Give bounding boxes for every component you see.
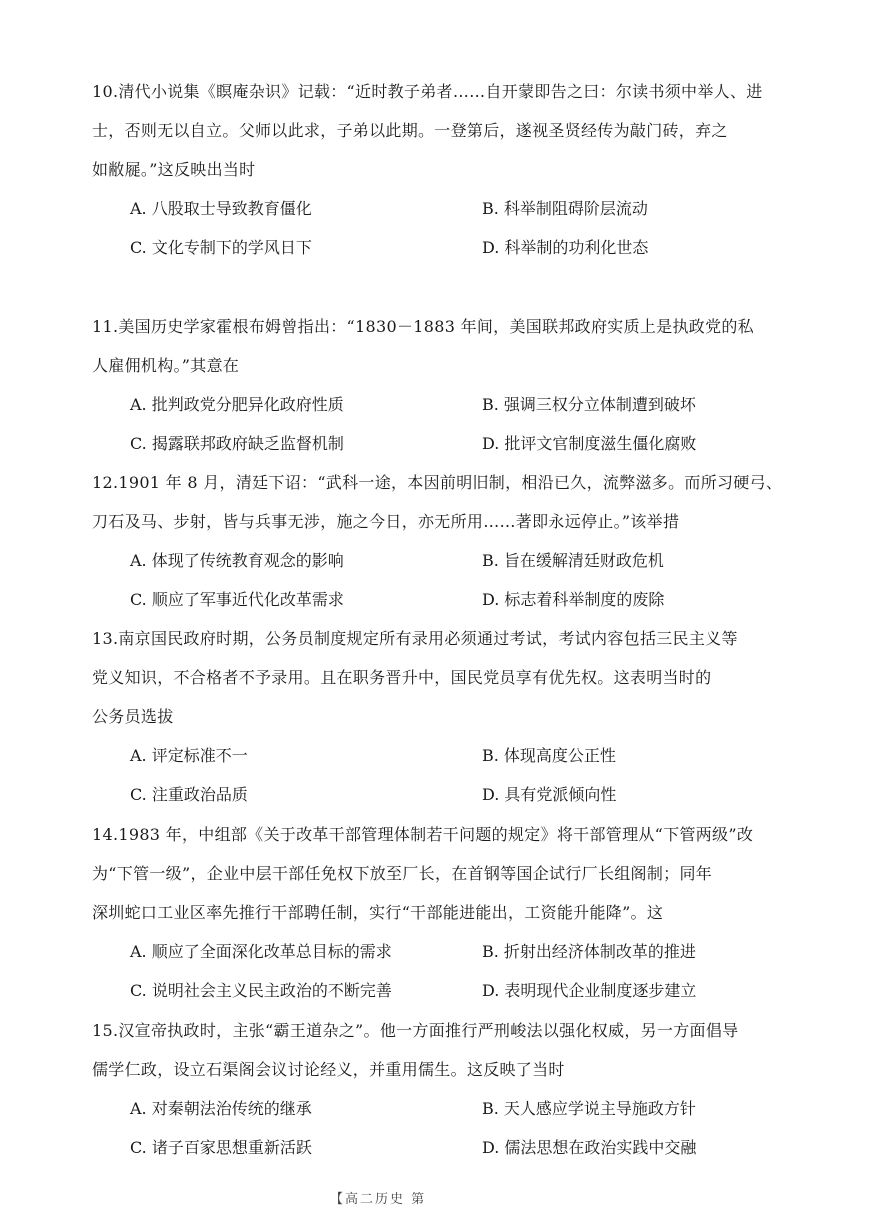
question-stem: 13.南京国民政府时期，公务员制度规定所有录用必须通过考试，考试内容包括三民主义等 bbox=[92, 629, 738, 648]
option-b[interactable]: B. 体现高度公正性 bbox=[482, 746, 616, 765]
question-stem-line: 公务员选拔 bbox=[92, 707, 174, 726]
option-d[interactable]: D. 科举制的功利化世态 bbox=[482, 238, 649, 257]
question-stem: 14.1983 年，中组部《关于改革干部管理体制若干问题的规定》将干部管理从“下管两级”改 bbox=[92, 825, 754, 844]
options bbox=[92, 1089, 792, 1167]
option-d[interactable]: D. 具有党派倾向性 bbox=[482, 785, 617, 804]
option-c[interactable]: C. 诸子百家思想重新活跃 bbox=[130, 1138, 312, 1157]
question-stem: 11.美国历史学家霍根布姆曾指出：“1830－1883 年间，美国联邦政府实质上是执政党的私 bbox=[92, 317, 754, 336]
option-d[interactable]: D. 儒法思想在政治实践中交融 bbox=[482, 1138, 697, 1157]
question-11 bbox=[92, 307, 792, 463]
options bbox=[92, 736, 792, 814]
options bbox=[92, 189, 792, 267]
question-stem: 15.汉宣帝执政时，主张“霸王道杂之”。他一方面推行严刑峻法以强化权威，另一方面倡导 bbox=[92, 1021, 739, 1040]
option-a[interactable]: A. 批判政党分肥异化政府性质 bbox=[130, 395, 344, 414]
question-stem-line: 士，否则无以自立。父师以此求，子弟以此期。一登第后，遂视圣贤经传为敲门砖，弃之 bbox=[92, 121, 728, 140]
question-12 bbox=[92, 463, 792, 619]
option-a[interactable]: A. 评定标准不一 bbox=[130, 746, 248, 765]
question-number: 15. bbox=[92, 1021, 119, 1040]
question-13 bbox=[92, 619, 792, 814]
question-stem: 12.1901 年 8 月，清廷下诏：“武科一途，本因前明旧制，相沿已久，流弊滋多。而所习硬弓、 bbox=[92, 473, 783, 492]
option-d[interactable]: D. 批评文官制度滋生僵化腐败 bbox=[482, 434, 697, 453]
page-footer: 【高二历史 第 bbox=[330, 1192, 427, 1207]
option-a[interactable]: A. 八股取士导致教育僵化 bbox=[130, 199, 312, 218]
option-c[interactable]: C. 揭露联邦政府缺乏监督机制 bbox=[130, 434, 344, 453]
question-number: 13. bbox=[92, 629, 119, 648]
options bbox=[92, 385, 792, 463]
options bbox=[92, 932, 792, 1010]
question-stem-line: 党义知识，不合格者不予录用。且在职务晋升中，国民党员享有优先权。这表明当时的 bbox=[92, 668, 712, 687]
question-stem-line: 深圳蛇口工业区率先推行干部聘任制，实行“干部能进能出，工资能升能降”。这 bbox=[92, 903, 664, 922]
question-stem-line: 人雇佣机构。”其意在 bbox=[92, 356, 240, 375]
question-number: 14. bbox=[92, 825, 119, 844]
question-10 bbox=[92, 72, 792, 267]
question-stem-line: 为“下管一级”，企业中层干部任免权下放至厂长，在首钢等国企试行厂长组阁制；同年 bbox=[92, 864, 713, 883]
question-stem-line: 儒学仁政，设立石渠阁会议讨论经义，并重用儒生。这反映了当时 bbox=[92, 1060, 565, 1079]
question-stem-line: 刀石及马、步射，皆与兵事无涉，施之今日，亦无所用……著即永远停止。”该举措 bbox=[92, 512, 680, 531]
option-a[interactable]: A. 顺应了全面深化改革总目标的需求 bbox=[130, 942, 392, 961]
option-c[interactable]: C. 顺应了军事近代化改革需求 bbox=[130, 590, 344, 609]
option-c[interactable]: C. 注重政治品质 bbox=[130, 785, 248, 804]
option-a[interactable]: A. 体现了传统教育观念的影响 bbox=[130, 551, 344, 570]
question-number: 11. bbox=[92, 317, 119, 336]
option-d[interactable]: D. 标志着科举制度的废除 bbox=[482, 590, 665, 609]
question-14 bbox=[92, 815, 792, 1010]
question-number: 10. bbox=[92, 82, 119, 101]
option-b[interactable]: B. 强调三权分立体制遭到破坏 bbox=[482, 395, 696, 414]
option-d[interactable]: D. 表明现代企业制度逐步建立 bbox=[482, 981, 697, 1000]
option-c[interactable]: C. 文化专制下的学风日下 bbox=[130, 238, 312, 257]
option-b[interactable]: B. 天人感应学说主导施政方针 bbox=[482, 1099, 696, 1118]
option-b[interactable]: B. 科举制阻碍阶层流动 bbox=[482, 199, 648, 218]
option-a[interactable]: A. 对秦朝法治传统的继承 bbox=[130, 1099, 312, 1118]
question-stem-line: 如敝屣。”这反映出当时 bbox=[92, 160, 256, 179]
option-c[interactable]: C. 说明社会主义民主政治的不断完善 bbox=[130, 981, 392, 1000]
options bbox=[92, 541, 792, 619]
question-15 bbox=[92, 1011, 792, 1167]
option-b[interactable]: B. 旨在缓解清廷财政危机 bbox=[482, 551, 664, 570]
question-number: 12. bbox=[92, 473, 119, 492]
question-stem: 10.清代小说集《瞑庵杂识》记载：“近时教子弟者……自开蒙即告之曰：尔读书须中举人、进 bbox=[92, 82, 763, 101]
option-b[interactable]: B. 折射出经济体制改革的推进 bbox=[482, 942, 696, 961]
